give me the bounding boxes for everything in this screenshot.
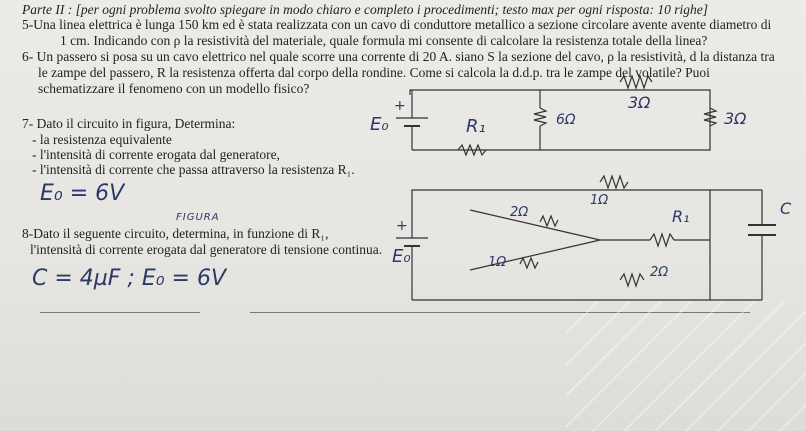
problem5-line1: 5-Una linea elettrica è lunga 150 km ed è stata realizzata con un cavo di conduttore metallico a sezione circolare avente avente diametro di — [22, 17, 772, 32]
instruction-text: [per ogni problema svolto spiegare in modo chiaro e completo i procedimenti; testo max per ogni risposta: 10 righe] — [75, 2, 709, 17]
problem7-item3: - l'intensità di corrente che passa attraverso la resistenza R₁. — [32, 162, 355, 177]
problem6-line1: 6- Un passero si posa su un cavo elettrico nel quale scorre una corrente di 20 A. siano S la sezione del cavo, ρ la resistività, d la distanza tra — [22, 49, 775, 64]
circuit7-r1-label: R₁ — [466, 116, 486, 137]
circuit7-plus: + — [394, 98, 406, 114]
circuit8-r-b: 1Ω — [590, 193, 609, 208]
circuit8-source-label: E₀ — [392, 246, 411, 267]
problem8-figure-note: FIGURA — [176, 212, 220, 223]
circuit8-c-label: C — [780, 199, 792, 218]
circuit7-r-right: 3Ω — [724, 109, 747, 128]
divider-left — [40, 312, 200, 313]
problem6-line2: le zampe del passero, R la resistenza offerta dal corpo della rondine. Come si calcola la d.d.p. tra le zampe del volatile? Puoi — [38, 65, 710, 80]
circuit8-r1-label: R₁ — [672, 207, 690, 226]
part-label: Parte II : — [22, 2, 73, 17]
circuit8-r-a: 2Ω — [510, 205, 529, 220]
problem8-given-handwritten: C = 4µF ; E₀ = 6V — [32, 266, 227, 291]
circuit7-r-mid: 6Ω — [556, 112, 576, 128]
problem8-line2: l'intensità di corrente erogata dal generatore di tensione continua. — [30, 242, 383, 257]
circuit8-r-c: 1Ω — [488, 255, 507, 270]
problem8-line1-text: 8-Dato il seguente circuito, determina, in funzione di R₁, — [22, 226, 329, 241]
tape-texture — [566, 301, 806, 431]
circuit7-r-top: 3Ω — [628, 93, 651, 112]
problem7-title: 7- Dato il circuito in figura, Determina: — [22, 116, 236, 131]
circuit8-r-d: 2Ω — [650, 265, 669, 280]
problem7-given-handwritten: E₀ = 6V — [40, 181, 125, 206]
problem7-item1: - la resistenza equivalente — [32, 132, 172, 147]
circuit7-source-label: E₀ — [370, 114, 389, 135]
problem5-line2: 1 cm. Indicando con ρ la resistività del materiale, quale formula mi consente di calcolare la resistenza totale della linea? — [60, 33, 708, 48]
circuit8-plus: + — [396, 218, 408, 234]
problem7-item2: - l'intensità di corrente erogata dal generatore, — [32, 147, 280, 162]
problem6-line3: schematizzare il fenomeno con un modello fisico? — [38, 81, 310, 96]
